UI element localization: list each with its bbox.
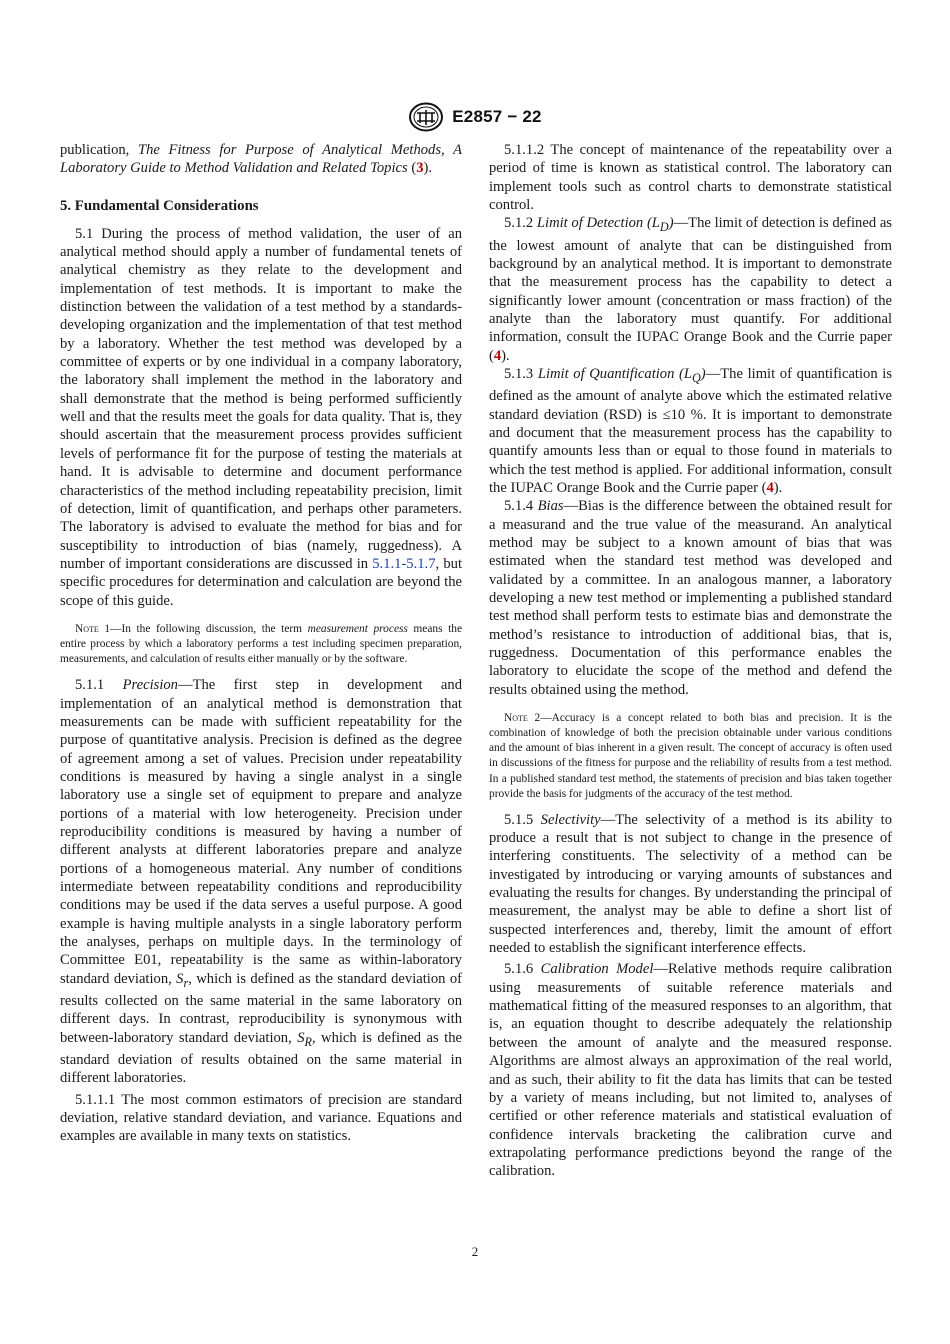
reference-link[interactable]: 4 <box>493 347 502 364</box>
paragraph-5-1-1: 5.1.1 Precision—The first step in development and implementation of an analytical method is demonstration that measurements can be made with sufficient repeatability for the purpose of quantitative analysis. Precision is defined as the degree of agreement among a set of values. Precision under repeatability conditions is measured by having a single analyst in a single laboratory use a single set of equipment to prepare and analyze portions of a material with low heterogeneity. Precision under reproducibility conditions is measured by having a number of different analysts at different laboratories prepare and analyze portions of a homogeneous material. Any number of conditions intermediate between repeatability conditions and reproducibility conditions may be used if the data serves a useful purpose. A good example is having multiple analysts in a single laboratory perform the analyses, perhaps on multiple days. In the terminology of Committee E01, repeatability is the same as within-laboratory standard deviation, $S_r$, which is defined as the standard deviation of results collected on the same material in the same laboratory on different days. In contrast, reproducibility is synonymous with between-laboratory standard deviation, $S_R$, which is defined as the standard deviation of results obtained on the same material in different laboratories. <box>60 677 462 1087</box>
paragraph-5-1: 5.1 During the process of method validation, the user of an analytical method should apply a number of fundamental tenets of analytical chemistry as they relate to the development and implementation of test methods. It is important to make the distinction between the validation of a test method by a standards-developing organization and the implementation of that test method by a laboratory. Whether the test method was developed by a committee of experts or by one individual in a company laboratory, the laboratory shall implement the method in the laboratory and shall demonstrate that the method is being performed sufficiently well and that the results meet the goals for data quality. That is, they should ascertain that the measurement process provides sufficient levels of performance fit for the purpose of testing the materials at hand. It is advisable to determine and document performance characteristics of the method including repeatability precision, limit of detection, limit of quantification, and perhaps other parameters. The laboratory is advised to evaluate the method for bias and for susceptibility to introduction of bias (namely, ruggedness). A number of important considerations are discussed in 5.1.1-5.1.7, but specific procedures for determination and calculation are beyond the scope of this guide. <box>60 225 462 609</box>
section-heading: 5. Fundamental Considerations <box>60 197 259 214</box>
paragraph-5-1-1-2: 5.1.1.2 The concept of maintenance of the repeatability over a period of time is known as statistical control. The laboratory can implement tools such as control charts to demonstrate statistical control. <box>489 142 892 214</box>
note-2: Note 2—Accuracy is a concept related to both bias and precision. It is the combination of knowledge of both the precision obtainable under various conditions and the amount of bias inherent in a given result. The concept of accuracy is often used in discussions of the fitness for purpose and the reliability of results from a test method. In a published standard test method, the statements of precision and bias taken together provide the basis for judgments of the accuracy of the test method. <box>489 712 892 800</box>
page-number: 2 <box>471 1244 479 1259</box>
paragraph-5-1-6: 5.1.6 Calibration Model—Relative methods require calibration using measurements of suitable reference materials and mathematical fitting of the measured responses to an algorithm, that is, an equation thought to describe adequately the relationship between the amount of analyte and the measured response. Algorithms are almost always an approximation of the real world, and as such, their ability to fit the data has limits that can be tested by a variety of means including, but not limited to, analyses of certified or other reference materials and statistical evaluation of confidence intervals bracketing the calibration curve and extrapolating performance predictions beyond the range of the calibration. <box>489 961 892 1180</box>
right-column <box>489 141 892 1181</box>
section-cross-reference-link[interactable]: 5.1.1-5.1.7 <box>372 555 436 572</box>
paragraph-5-1-1-1: 5.1.1.1 The most common estimators of precision are standard deviation, relative standard deviation, and variance. Equations and examples are available in many texts on statistics. <box>60 1091 462 1145</box>
standard-designation: E2857 − 22 <box>452 107 542 126</box>
note-1: Note 1—In the following discussion, the term measurement process means the entire process by which a laboratory performs a test including specimen preparation, measurements, and calculation of results either manually or by the software. <box>60 622 462 666</box>
paragraph-5-1-5: 5.1.5 Selectivity—The selectivity of a method is its ability to produce a result that is not subject to change in the presence of interfering constituents. The selectivity of a method can be investigated by introducing or varying amounts of substances and evaluating the results for changes. By understanding the principal of measurement, the analyst may be able to define a short list of suspected interferences and, thereby, limit the amount of effort needed to establish the significant interference effects. <box>489 811 892 957</box>
reference-link[interactable]: 4 <box>766 480 774 496</box>
intro-paragraph: publication, The Fitness for Purpose of Analytical Methods, A Laboratory Guide to Method Validation and Related Topics (3). <box>60 142 462 177</box>
page-header <box>0 100 950 134</box>
paragraph-5-1-3: 5.1.3 Limit of Quantification $(L_Q)—The$ limit of quantification is defined as the amount of analyte above which the estimated relative standard deviation (RSD) is ≤10 %. It is important to demonstrate and document that the measurement process has the capability to quantify amounts less than or equal to those found in materials to which the test method is applied. For additional information, consult the IUPAC Orange Book and the Currie paper (4). <box>489 366 893 496</box>
paragraph-5-1-4: 5.1.4 Bias—Bias is the difference between the obtained result for a measurand and the true value of the measurand. An analytical method may be subject to a known amount of bias that was estimated when the standard test method was developed and validated by a committee. In an analogous manner, a laboratory developing a new test method or implementing a published standard test method shall perform tests to estimate bias and demonstrate the method’s resistance to introduction of additional bias, that is, ruggedness. Documentation of this performance enables the laboratory to elucidate the scope of the method and defend the results obtained using the method. <box>489 498 892 698</box>
reference-link[interactable]: 3 <box>416 160 424 177</box>
left-column <box>60 141 462 1146</box>
paragraph-5-1-2: 5.1.2 Limit of Detection $(L_D)—The$ limit of detection is defined as the lowest amount of analyte that can be distinguished from background by an analytical method. It is important to demonstrate that the measurement process has the capability to detect a significantly lower amount (concentration or mass fraction) of the analyte than the laboratory must quantify. For additional information, consult the IUPAC Orange Book and the Currie paper (4). <box>489 215 892 364</box>
astm-logo-icon <box>408 102 444 132</box>
